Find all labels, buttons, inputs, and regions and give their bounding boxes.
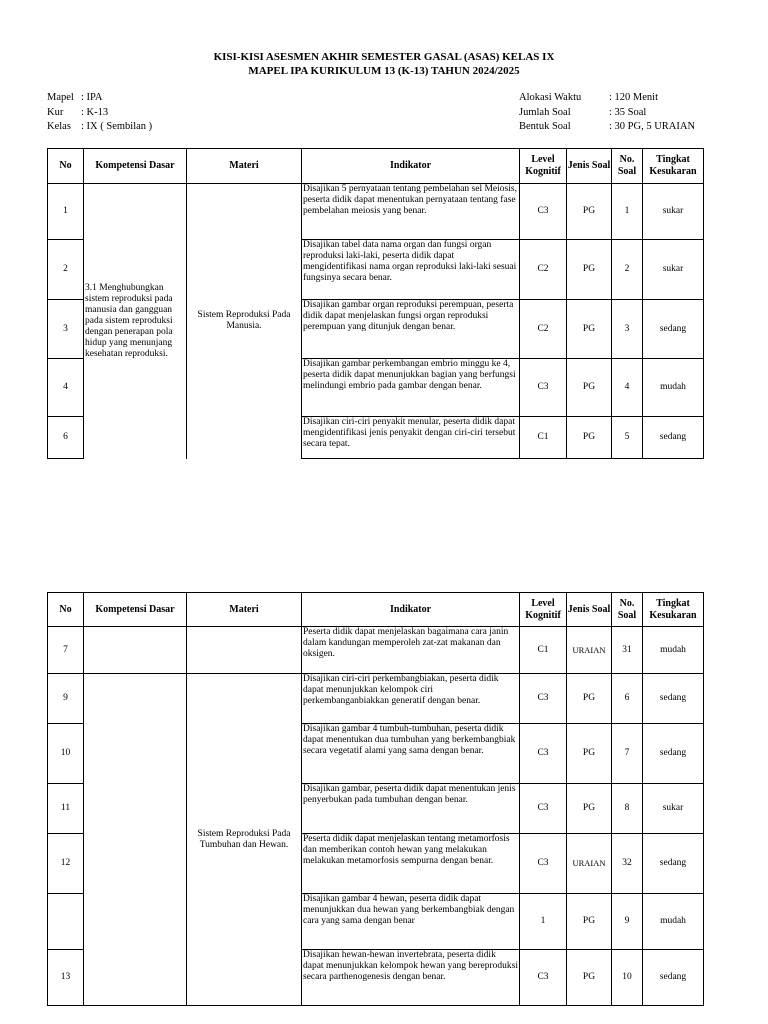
meta-right: [519, 91, 695, 135]
col-level-kognitif: Level Kognitif: [520, 149, 567, 184]
row-no: [48, 894, 84, 950]
level-cell: C1: [520, 627, 567, 674]
jenis-cell: PG: [567, 417, 612, 459]
meta-left: [47, 91, 152, 135]
level-cell: C3: [520, 950, 567, 1006]
materi-cell: [187, 627, 302, 674]
row-no: 13: [48, 950, 84, 1006]
tingkat-cell: sukar: [643, 184, 704, 240]
tingkat-cell: mudah: [643, 627, 704, 674]
col-jenis-soal: Jenis Soal: [567, 149, 612, 184]
tingkat-cell: sedang: [643, 950, 704, 1006]
tingkat-cell: sedang: [643, 417, 704, 459]
indikator-cell: Disajikan tabel data nama organ dan fungsi organ reproduksi laki-laki, peserta didik dapat mengidentifikasi nama organ reproduksi laki-laki sesuai fungsinya secara benar.: [302, 240, 520, 300]
indikator-cell: Disajikan gambar 4 hewan, peserta didik dapat menunjukkan dua hewan yang berkembangbiak dengan cara yang sama dengan benar: [302, 894, 520, 950]
indikator-cell: Disajikan gambar, peserta didik dapat menentukan jenis penyerbukan pada tumbuhan dengan benar.: [302, 784, 520, 834]
col-materi: Materi: [187, 149, 302, 184]
col-tingkat-kesukaran: Tingkat Kesukaran: [643, 593, 704, 627]
col-no: No: [48, 149, 84, 184]
col-indikator: Indikator: [302, 593, 520, 627]
level-cell: C3: [520, 359, 567, 417]
kisi-table-1: [47, 148, 704, 459]
indikator-cell: Disajikan ciri-ciri perkembangbiakan, peserta didik dapat menunjukkan kelompok ciri perkembanganbiakkan generatif dengan benar.: [302, 674, 520, 724]
table-header-row: [48, 149, 704, 184]
row-no: 2: [48, 240, 84, 300]
jenis-cell: URAIAN: [567, 627, 612, 674]
indikator-cell: Disajikan gambar 4 tumbuh-tumbuhan, peserta didik dapat menentukan dua tumbuhan yang berkembangbiak secara vegetatif alami yang sama dengan benar.: [302, 724, 520, 784]
level-cell: C2: [520, 300, 567, 359]
col-jenis-soal: Jenis Soal: [567, 593, 612, 627]
jenis-cell: PG: [567, 359, 612, 417]
indikator-cell: Peserta didik dapat menjelaskan bagaimana cara janin dalam kandungan memperoleh zat-zat makanan dan oksigen.: [302, 627, 520, 674]
materi-cell: Sistem Reproduksi Pada Manusia.: [187, 184, 302, 459]
nosoal-cell: 3: [612, 300, 643, 359]
nosoal-cell: 5: [612, 417, 643, 459]
kompetensi-dasar-cell: [84, 674, 187, 1006]
tingkat-cell: sedang: [643, 674, 704, 724]
kompetensi-dasar-cell: 3.1 Menghubungkan sistem reproduksi pada manusia dan gangguan pada sistem reproduksi dengan penerapan pola hidup yang menunjang kesehatan reproduksi.: [84, 184, 187, 459]
col-kompetensi-dasar: Kompetensi Dasar: [84, 593, 187, 627]
jenis-cell: PG: [567, 894, 612, 950]
indikator-cell: Disajikan 5 pernyataan tentang pembelahan sel Meiosis, peserta didik dapat menentukan pernyataan tentang fase pembelahan meiosis yang benar.: [302, 184, 520, 240]
col-kompetensi-dasar: Kompetensi Dasar: [84, 149, 187, 184]
tingkat-cell: sedang: [643, 300, 704, 359]
table-row: [48, 674, 704, 724]
nosoal-cell: 7: [612, 724, 643, 784]
nosoal-cell: 10: [612, 950, 643, 1006]
tingkat-cell: sukar: [643, 784, 704, 834]
row-no: 12: [48, 834, 84, 894]
level-cell: C3: [520, 834, 567, 894]
level-cell: C3: [520, 724, 567, 784]
table-row: [48, 184, 704, 240]
indikator-cell: Disajikan hewan-hewan invertebrata, peserta didik dapat menunjukkan kelompok hewan yang bereproduksi secara parthenogenesis dengan benar.: [302, 950, 520, 1006]
nosoal-cell: 4: [612, 359, 643, 417]
jenis-cell: PG: [567, 184, 612, 240]
jenis-cell: URAIAN: [567, 834, 612, 894]
row-no: 9: [48, 674, 84, 724]
level-cell: C2: [520, 240, 567, 300]
tingkat-cell: sukar: [643, 240, 704, 300]
row-no: 4: [48, 359, 84, 417]
row-no: 6: [48, 417, 84, 459]
jenis-cell: PG: [567, 300, 612, 359]
jenis-cell: PG: [567, 950, 612, 1006]
row-no: 11: [48, 784, 84, 834]
tingkat-cell: sedang: [643, 834, 704, 894]
row-no: 3: [48, 300, 84, 359]
nosoal-cell: 9: [612, 894, 643, 950]
tingkat-cell: mudah: [643, 359, 704, 417]
table-row: [48, 627, 704, 674]
row-no: 10: [48, 724, 84, 784]
indikator-cell: Disajikan gambar organ reproduksi perempuan, peserta didik dapat menjelaskan fungsi organ reproduksi perempuan yang ditunjuk dengan benar.: [302, 300, 520, 359]
row-no: 1: [48, 184, 84, 240]
nosoal-cell: 32: [612, 834, 643, 894]
meta-bentuk-soal: Bentuk Soal : 30 PG, 5 URAIAN: [519, 121, 696, 132]
col-materi: Materi: [187, 593, 302, 627]
level-cell: C3: [520, 184, 567, 240]
col-no: No: [48, 593, 84, 627]
tingkat-cell: mudah: [643, 894, 704, 950]
meta-jumlah-soal: Jumlah Soal : 35 Soal: [519, 106, 647, 118]
nosoal-cell: 6: [612, 674, 643, 724]
nosoal-cell: 8: [612, 784, 643, 834]
jenis-cell: PG: [567, 784, 612, 834]
indikator-cell: Disajikan ciri-ciri penyakit menular, peserta didik dapat mengidentifikasi jenis penyakit dengan ciri-ciri tersebut secara tepat.: [302, 417, 520, 459]
meta-mapel: Mapel : IPA: [47, 92, 103, 103]
materi-cell: Sistem Reproduksi Pada Tumbuhan dan Hewan.: [187, 674, 302, 1006]
level-cell: C1: [520, 417, 567, 459]
tingkat-cell: sedang: [643, 724, 704, 784]
level-cell: 1: [520, 894, 567, 950]
level-cell: C3: [520, 674, 567, 724]
kompetensi-dasar-cell: [84, 627, 187, 674]
level-cell: C3: [520, 784, 567, 834]
col-no-soal: No. Soal: [612, 149, 643, 184]
nosoal-cell: 2: [612, 240, 643, 300]
jenis-cell: PG: [567, 674, 612, 724]
indikator-cell: Disajikan gambar perkembangan embrio minggu ke 4, peserta didik dapat menunjukkan bagian yang berfungsi melindungi embrio pada gambar dengan benar.: [302, 359, 520, 417]
nosoal-cell: 31: [612, 627, 643, 674]
document-title: KISI-KISI ASESMEN AKHIR SEMESTER GASAL (ASAS) KELAS IX: [213, 51, 555, 63]
nosoal-cell: 1: [612, 184, 643, 240]
meta-alokasi-waktu: Alokasi Waktu : 120 Menit: [519, 92, 658, 103]
meta-kur: Kur : K-13: [47, 106, 109, 118]
row-no: 7: [48, 627, 84, 674]
col-tingkat-kesukaran: Tingkat Kesukaran: [643, 149, 704, 184]
kisi-table-2: [47, 592, 704, 1006]
col-level-kognitif: Level Kognitif: [520, 593, 567, 627]
document-subtitle: MAPEL IPA KURIKULUM 13 (K-13) TAHUN 2024/2025: [248, 65, 520, 77]
meta-kelas: Kelas : IX ( Sembilan ): [47, 121, 153, 132]
col-indikator: Indikator: [302, 149, 520, 184]
table-header-row: [48, 593, 704, 627]
indikator-cell: Peserta didik dapat menjelaskan tentang metamorfosis dan memberikan contoh hewan yang melakukan melakukan metamorfosis sempurna dengan benar.: [302, 834, 520, 894]
col-no-soal: No. Soal: [612, 593, 643, 627]
jenis-cell: PG: [567, 724, 612, 784]
jenis-cell: PG: [567, 240, 612, 300]
